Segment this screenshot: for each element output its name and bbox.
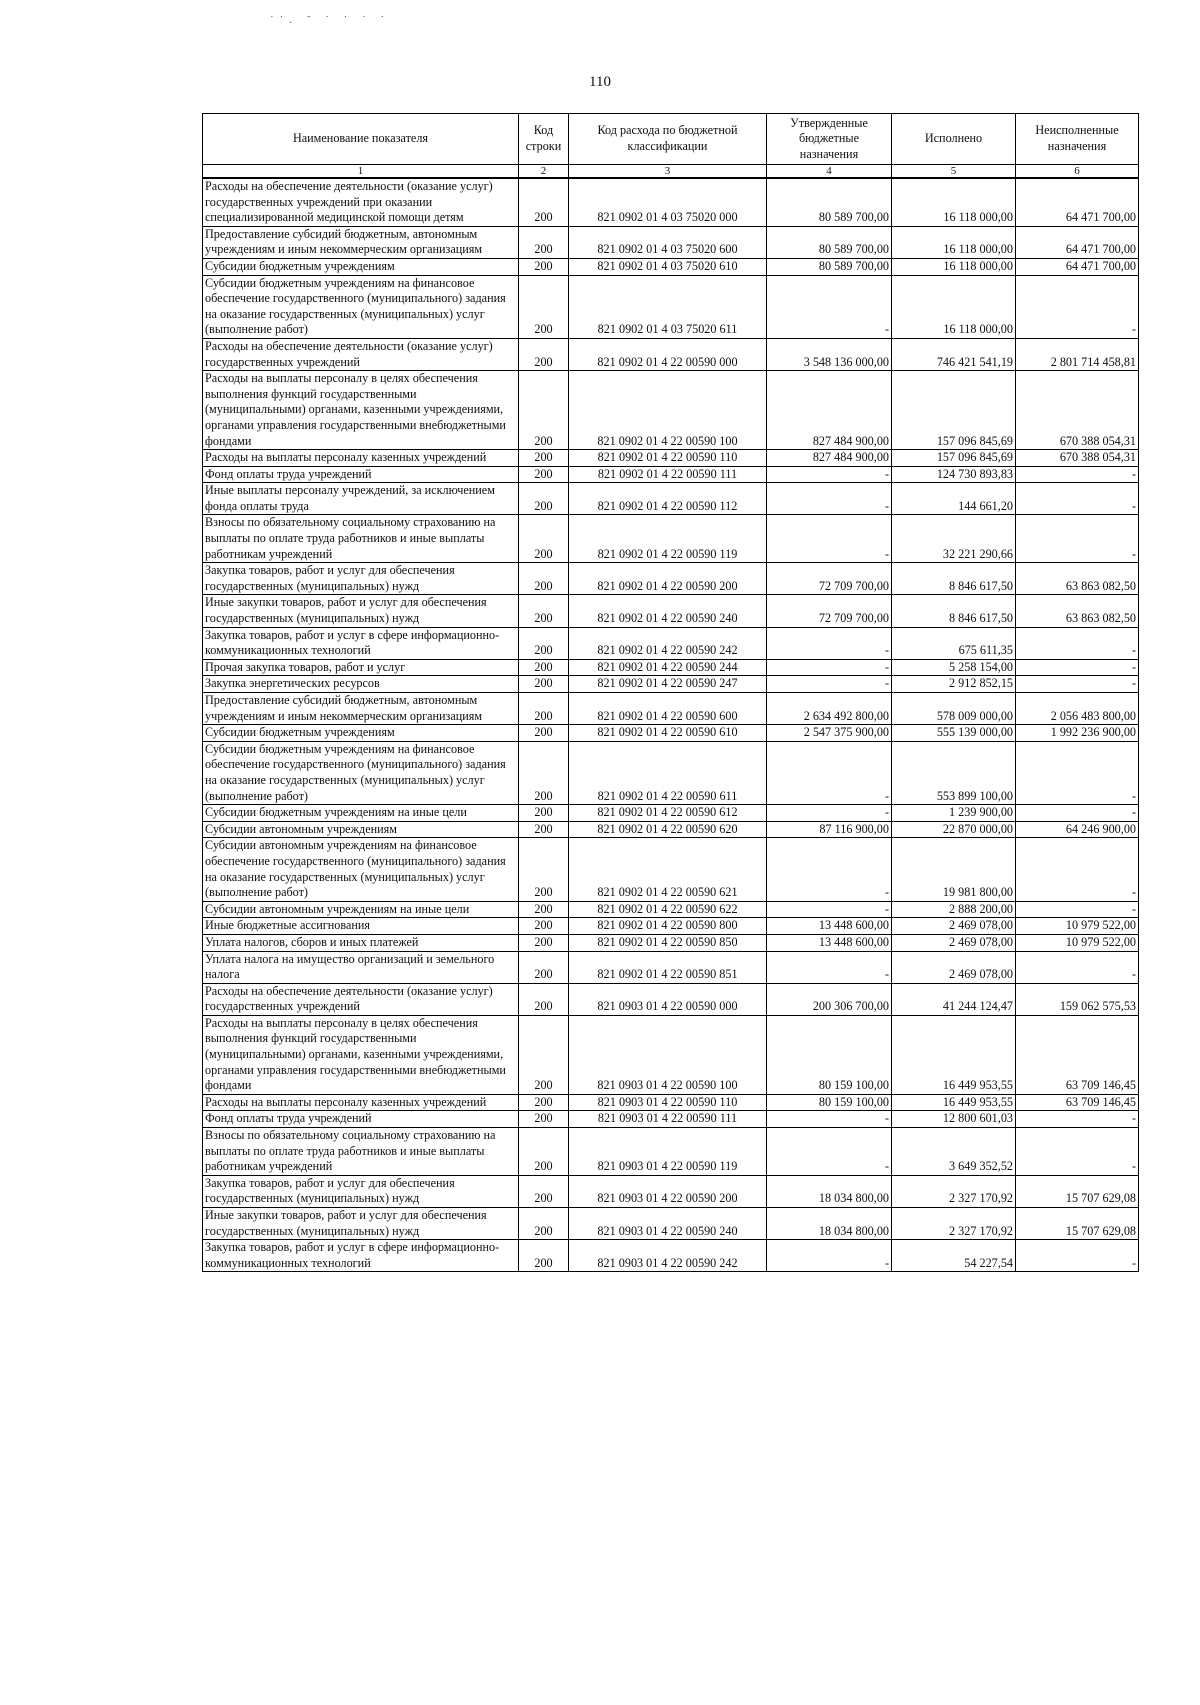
row-budget-code: 821 0902 01 4 22 00590 244 — [569, 659, 767, 676]
table-row — [203, 725, 1139, 742]
row-budget-code: 821 0902 01 4 22 00590 800 — [569, 918, 767, 935]
row-indicator-name: Предоставление субсидий бюджетным, автономным учреждениям и иным некоммерческим организациям — [203, 226, 519, 258]
row-executed-amount: 2 469 078,00 — [892, 951, 1016, 983]
row-line-code: 200 — [519, 627, 569, 659]
row-approved-amount: 80 589 700,00 — [767, 178, 892, 226]
row-unexecuted-amount: 2 801 714 458,81 — [1016, 338, 1139, 370]
row-approved-amount: 80 159 100,00 — [767, 1015, 892, 1094]
row-budget-code: 821 0902 01 4 22 00590 620 — [569, 821, 767, 838]
row-executed-amount: 553 899 100,00 — [892, 741, 1016, 804]
row-executed-amount: 555 139 000,00 — [892, 725, 1016, 742]
table-header-row — [203, 114, 1139, 165]
table-row — [203, 483, 1139, 515]
row-indicator-name: Расходы на обеспечение деятельности (оказание услуг) государственных учреждений — [203, 338, 519, 370]
row-budget-code: 821 0903 01 4 22 00590 111 — [569, 1111, 767, 1128]
row-approved-amount: - — [767, 275, 892, 338]
row-executed-amount: 22 870 000,00 — [892, 821, 1016, 838]
row-budget-code: 821 0902 01 4 22 00590 611 — [569, 741, 767, 804]
row-approved-amount: - — [767, 1240, 892, 1272]
row-indicator-name: Взносы по обязательному социальному страхованию на выплаты по оплате труда работников и иные выплаты работникам учреждений — [203, 515, 519, 563]
column-number: 1 — [203, 165, 519, 179]
row-unexecuted-amount: 10 979 522,00 — [1016, 918, 1139, 935]
row-unexecuted-amount: 670 388 054,31 — [1016, 371, 1139, 450]
row-unexecuted-amount: - — [1016, 838, 1139, 901]
row-indicator-name: Фонд оплаты труда учреждений — [203, 466, 519, 483]
row-budget-code: 821 0902 01 4 22 00590 242 — [569, 627, 767, 659]
row-approved-amount: - — [767, 627, 892, 659]
row-approved-amount: - — [767, 805, 892, 822]
table-row — [203, 258, 1139, 275]
row-line-code: 200 — [519, 693, 569, 725]
row-approved-amount: 827 484 900,00 — [767, 450, 892, 467]
row-indicator-name: Субсидии автономным учреждениям — [203, 821, 519, 838]
row-budget-code: 821 0902 01 4 22 00590 111 — [569, 466, 767, 483]
row-indicator-name: Расходы на обеспечение деятельности (оказание услуг) государственных учреждений при оказании специализированной медицинской помощи детям — [203, 178, 519, 226]
row-approved-amount: 18 034 800,00 — [767, 1208, 892, 1240]
row-unexecuted-amount: 10 979 522,00 — [1016, 934, 1139, 951]
table-row — [203, 1175, 1139, 1207]
row-executed-amount: 16 449 953,55 — [892, 1094, 1016, 1111]
row-approved-amount: - — [767, 741, 892, 804]
row-indicator-name: Уплата налога на имущество организаций и земельного налога — [203, 951, 519, 983]
table-row — [203, 951, 1139, 983]
row-executed-amount: 16 118 000,00 — [892, 226, 1016, 258]
row-unexecuted-amount: - — [1016, 466, 1139, 483]
table-row — [203, 1128, 1139, 1176]
row-line-code: 200 — [519, 1175, 569, 1207]
row-line-code: 200 — [519, 1240, 569, 1272]
table-row — [203, 627, 1139, 659]
row-line-code: 200 — [519, 901, 569, 918]
row-unexecuted-amount: - — [1016, 483, 1139, 515]
column-number: 2 — [519, 165, 569, 179]
row-unexecuted-amount: 64 471 700,00 — [1016, 226, 1139, 258]
table-row — [203, 1240, 1139, 1272]
row-line-code: 200 — [519, 1094, 569, 1111]
row-unexecuted-amount: - — [1016, 275, 1139, 338]
row-budget-code: 821 0902 01 4 03 75020 000 — [569, 178, 767, 226]
table-row — [203, 676, 1139, 693]
row-approved-amount: 80 589 700,00 — [767, 226, 892, 258]
row-budget-code: 821 0902 01 4 03 75020 610 — [569, 258, 767, 275]
row-line-code: 200 — [519, 676, 569, 693]
row-approved-amount: - — [767, 951, 892, 983]
row-budget-code: 821 0902 01 4 22 00590 247 — [569, 676, 767, 693]
row-line-code: 200 — [519, 178, 569, 226]
row-budget-code: 821 0903 01 4 22 00590 110 — [569, 1094, 767, 1111]
row-indicator-name: Расходы на выплаты персоналу казенных учреждений — [203, 450, 519, 467]
row-unexecuted-amount: 63 709 146,45 — [1016, 1094, 1139, 1111]
row-line-code: 200 — [519, 821, 569, 838]
row-indicator-name: Субсидии бюджетным учреждениям — [203, 725, 519, 742]
row-executed-amount: 5 258 154,00 — [892, 659, 1016, 676]
row-line-code: 200 — [519, 466, 569, 483]
row-indicator-name: Расходы на выплаты персоналу казенных учреждений — [203, 1094, 519, 1111]
row-line-code: 200 — [519, 226, 569, 258]
row-approved-amount: - — [767, 483, 892, 515]
row-budget-code: 821 0902 01 4 22 00590 850 — [569, 934, 767, 951]
row-line-code: 200 — [519, 258, 569, 275]
row-unexecuted-amount: 63 863 082,50 — [1016, 563, 1139, 595]
row-unexecuted-amount: 63 863 082,50 — [1016, 595, 1139, 627]
row-approved-amount: 200 306 700,00 — [767, 983, 892, 1015]
row-executed-amount: 124 730 893,83 — [892, 466, 1016, 483]
row-approved-amount: 80 589 700,00 — [767, 258, 892, 275]
row-indicator-name: Предоставление субсидий бюджетным, автономным учреждениям и иным некоммерческим организациям — [203, 693, 519, 725]
row-approved-amount: 3 548 136 000,00 — [767, 338, 892, 370]
row-approved-amount: - — [767, 1128, 892, 1176]
row-unexecuted-amount: 64 471 700,00 — [1016, 258, 1139, 275]
row-line-code: 200 — [519, 483, 569, 515]
row-approved-amount: - — [767, 838, 892, 901]
row-unexecuted-amount: - — [1016, 1240, 1139, 1272]
row-indicator-name: Иные закупки товаров, работ и услуг для обеспечения государственных (муниципальных) нужд — [203, 1208, 519, 1240]
row-unexecuted-amount: - — [1016, 741, 1139, 804]
row-line-code: 200 — [519, 741, 569, 804]
row-executed-amount: 8 846 617,50 — [892, 595, 1016, 627]
row-line-code: 200 — [519, 725, 569, 742]
row-executed-amount: 2 327 170,92 — [892, 1175, 1016, 1207]
scan-marks: ˙˙. ˜ ˙ ˙ ˙ ˙ — [270, 14, 391, 26]
row-executed-amount: 41 244 124,47 — [892, 983, 1016, 1015]
row-approved-amount: 18 034 800,00 — [767, 1175, 892, 1207]
row-line-code: 200 — [519, 338, 569, 370]
row-indicator-name: Иные выплаты персоналу учреждений, за исключением фонда оплаты труда — [203, 483, 519, 515]
row-executed-amount: 19 981 800,00 — [892, 838, 1016, 901]
row-unexecuted-amount: 15 707 629,08 — [1016, 1175, 1139, 1207]
row-indicator-name: Расходы на обеспечение деятельности (оказание услуг) государственных учреждений — [203, 983, 519, 1015]
row-budget-code: 821 0903 01 4 22 00590 200 — [569, 1175, 767, 1207]
row-unexecuted-amount: - — [1016, 901, 1139, 918]
table-row — [203, 821, 1139, 838]
row-approved-amount: 13 448 600,00 — [767, 918, 892, 935]
row-indicator-name: Закупка товаров, работ и услуг в сфере информационно-коммуникационных технологий — [203, 627, 519, 659]
row-line-code: 200 — [519, 805, 569, 822]
row-indicator-name: Субсидии автономным учреждениям на финансовое обеспечение государственного (муниципального) задания на оказание государственных (муниципальных) услуг (выполнение работ) — [203, 838, 519, 901]
row-budget-code: 821 0902 01 4 22 00590 851 — [569, 951, 767, 983]
row-executed-amount: 2 327 170,92 — [892, 1208, 1016, 1240]
row-line-code: 200 — [519, 563, 569, 595]
table-row — [203, 178, 1139, 226]
table-row — [203, 563, 1139, 595]
page-number: 110 — [589, 74, 611, 90]
row-line-code: 200 — [519, 659, 569, 676]
row-indicator-name: Взносы по обязательному социальному страхованию на выплаты по оплате труда работников и иные выплаты работникам учреждений — [203, 1128, 519, 1176]
row-budget-code: 821 0902 01 4 22 00590 622 — [569, 901, 767, 918]
row-executed-amount: 157 096 845,69 — [892, 371, 1016, 450]
row-approved-amount: 827 484 900,00 — [767, 371, 892, 450]
row-indicator-name: Субсидии бюджетным учреждениям — [203, 258, 519, 275]
row-budget-code: 821 0902 01 4 03 75020 611 — [569, 275, 767, 338]
column-number: 3 — [569, 165, 767, 179]
row-budget-code: 821 0903 01 4 22 00590 240 — [569, 1208, 767, 1240]
row-approved-amount: 13 448 600,00 — [767, 934, 892, 951]
row-budget-code: 821 0902 01 4 22 00590 100 — [569, 371, 767, 450]
row-executed-amount: 8 846 617,50 — [892, 563, 1016, 595]
row-unexecuted-amount: - — [1016, 951, 1139, 983]
row-executed-amount: 16 449 953,55 — [892, 1015, 1016, 1094]
row-executed-amount: 54 227,54 — [892, 1240, 1016, 1272]
table-row — [203, 693, 1139, 725]
table-row — [203, 934, 1139, 951]
row-executed-amount: 3 649 352,52 — [892, 1128, 1016, 1176]
row-approved-amount: - — [767, 659, 892, 676]
row-unexecuted-amount: 2 056 483 800,00 — [1016, 693, 1139, 725]
column-number: 6 — [1016, 165, 1139, 179]
row-indicator-name: Прочая закупка товаров, работ и услуг — [203, 659, 519, 676]
row-line-code: 200 — [519, 1015, 569, 1094]
header-executed: Исполнено — [892, 114, 1016, 165]
row-indicator-name: Фонд оплаты труда учреждений — [203, 1111, 519, 1128]
row-budget-code: 821 0903 01 4 22 00590 000 — [569, 983, 767, 1015]
header-unexecuted: Неисполненные назначения — [1016, 114, 1139, 165]
row-unexecuted-amount: - — [1016, 676, 1139, 693]
row-executed-amount: 2 912 852,15 — [892, 676, 1016, 693]
table-row — [203, 1111, 1139, 1128]
row-unexecuted-amount: 64 471 700,00 — [1016, 178, 1139, 226]
table-row — [203, 983, 1139, 1015]
row-indicator-name: Иные бюджетные ассигнования — [203, 918, 519, 935]
row-budget-code: 821 0902 01 4 22 00590 600 — [569, 693, 767, 725]
row-approved-amount: 80 159 100,00 — [767, 1094, 892, 1111]
row-line-code: 200 — [519, 983, 569, 1015]
row-indicator-name: Расходы на выплаты персоналу в целях обеспечения выполнения функций государственными (муниципальными) органами, казенными учреждениями, органами управления государственными внебюджетными фондами — [203, 1015, 519, 1094]
row-executed-amount: 157 096 845,69 — [892, 450, 1016, 467]
row-indicator-name: Субсидии бюджетным учреждениям на иные цели — [203, 805, 519, 822]
row-line-code: 200 — [519, 371, 569, 450]
row-indicator-name: Закупка товаров, работ и услуг для обеспечения государственных (муниципальных) нужд — [203, 563, 519, 595]
row-approved-amount: 87 116 900,00 — [767, 821, 892, 838]
row-unexecuted-amount: 15 707 629,08 — [1016, 1208, 1139, 1240]
row-approved-amount: - — [767, 466, 892, 483]
row-line-code: 200 — [519, 450, 569, 467]
row-unexecuted-amount: 159 062 575,53 — [1016, 983, 1139, 1015]
row-budget-code: 821 0902 01 4 22 00590 000 — [569, 338, 767, 370]
row-executed-amount: 746 421 541,19 — [892, 338, 1016, 370]
row-approved-amount: - — [767, 676, 892, 693]
row-unexecuted-amount: 670 388 054,31 — [1016, 450, 1139, 467]
table-row — [203, 918, 1139, 935]
row-approved-amount: - — [767, 1111, 892, 1128]
row-unexecuted-amount: - — [1016, 1111, 1139, 1128]
row-unexecuted-amount: - — [1016, 805, 1139, 822]
header-approved: Утвержденные бюджетные назначения — [767, 114, 892, 165]
row-executed-amount: 578 009 000,00 — [892, 693, 1016, 725]
table-row — [203, 450, 1139, 467]
row-unexecuted-amount: 1 992 236 900,00 — [1016, 725, 1139, 742]
row-indicator-name: Закупка товаров, работ и услуг в сфере информационно-коммуникационных технологий — [203, 1240, 519, 1272]
table-row — [203, 838, 1139, 901]
table-row — [203, 595, 1139, 627]
row-indicator-name: Иные закупки товаров, работ и услуг для обеспечения государственных (муниципальных) нужд — [203, 595, 519, 627]
table-row — [203, 659, 1139, 676]
row-approved-amount: 72 709 700,00 — [767, 563, 892, 595]
row-indicator-name: Субсидии бюджетным учреждениям на финансовое обеспечение государственного (муниципального) задания на оказание государственных (муниципальных) услуг (выполнение работ) — [203, 741, 519, 804]
row-budget-code: 821 0902 01 4 22 00590 610 — [569, 725, 767, 742]
column-number: 4 — [767, 165, 892, 179]
column-number-row — [203, 165, 1139, 179]
row-budget-code: 821 0902 01 4 22 00590 112 — [569, 483, 767, 515]
row-indicator-name: Субсидии бюджетным учреждениям на финансовое обеспечение государственного (муниципального) задания на оказание государственных (муниципальных) услуг (выполнение работ) — [203, 275, 519, 338]
table-row — [203, 741, 1139, 804]
row-unexecuted-amount: 64 246 900,00 — [1016, 821, 1139, 838]
row-executed-amount: 16 118 000,00 — [892, 178, 1016, 226]
row-executed-amount: 675 611,35 — [892, 627, 1016, 659]
row-indicator-name: Субсидии автономным учреждениям на иные цели — [203, 901, 519, 918]
table-row — [203, 371, 1139, 450]
row-executed-amount: 16 118 000,00 — [892, 275, 1016, 338]
row-executed-amount: 1 239 900,00 — [892, 805, 1016, 822]
header-line-code: Код строки — [519, 114, 569, 165]
row-line-code: 200 — [519, 595, 569, 627]
row-approved-amount: 2 634 492 800,00 — [767, 693, 892, 725]
row-budget-code: 821 0903 01 4 22 00590 242 — [569, 1240, 767, 1272]
row-line-code: 200 — [519, 515, 569, 563]
row-line-code: 200 — [519, 1208, 569, 1240]
table-row — [203, 805, 1139, 822]
header-indicator-name: Наименование показателя — [203, 114, 519, 165]
row-approved-amount: - — [767, 901, 892, 918]
table-row — [203, 275, 1139, 338]
row-line-code: 200 — [519, 1111, 569, 1128]
row-approved-amount: - — [767, 515, 892, 563]
row-line-code: 200 — [519, 275, 569, 338]
row-executed-amount: 2 469 078,00 — [892, 918, 1016, 935]
table-row — [203, 515, 1139, 563]
row-line-code: 200 — [519, 838, 569, 901]
row-unexecuted-amount: - — [1016, 659, 1139, 676]
budget-execution-table — [202, 113, 1139, 1272]
table-row — [203, 1094, 1139, 1111]
row-executed-amount: 12 800 601,03 — [892, 1111, 1016, 1128]
column-number: 5 — [892, 165, 1016, 179]
row-approved-amount: 72 709 700,00 — [767, 595, 892, 627]
row-indicator-name: Расходы на выплаты персоналу в целях обеспечения выполнения функций государственными (муниципальными) органами, казенными учреждениями, органами управления государственными внебюджетными фондами — [203, 371, 519, 450]
row-approved-amount: 2 547 375 900,00 — [767, 725, 892, 742]
table-body — [203, 178, 1139, 1272]
row-executed-amount: 16 118 000,00 — [892, 258, 1016, 275]
row-executed-amount: 2 888 200,00 — [892, 901, 1016, 918]
row-budget-code: 821 0903 01 4 22 00590 119 — [569, 1128, 767, 1176]
table-row — [203, 1208, 1139, 1240]
row-budget-code: 821 0902 01 4 22 00590 240 — [569, 595, 767, 627]
row-executed-amount: 2 469 078,00 — [892, 934, 1016, 951]
row-budget-code: 821 0902 01 4 03 75020 600 — [569, 226, 767, 258]
table-row — [203, 338, 1139, 370]
row-unexecuted-amount: - — [1016, 1128, 1139, 1176]
row-budget-code: 821 0902 01 4 22 00590 110 — [569, 450, 767, 467]
row-indicator-name: Закупка энергетических ресурсов — [203, 676, 519, 693]
row-line-code: 200 — [519, 934, 569, 951]
row-indicator-name: Уплата налогов, сборов и иных платежей — [203, 934, 519, 951]
row-executed-amount: 32 221 290,66 — [892, 515, 1016, 563]
row-executed-amount: 144 661,20 — [892, 483, 1016, 515]
row-budget-code: 821 0902 01 4 22 00590 621 — [569, 838, 767, 901]
row-line-code: 200 — [519, 951, 569, 983]
row-budget-code: 821 0902 01 4 22 00590 200 — [569, 563, 767, 595]
table-row — [203, 901, 1139, 918]
row-indicator-name: Закупка товаров, работ и услуг для обеспечения государственных (муниципальных) нужд — [203, 1175, 519, 1207]
table-row — [203, 1015, 1139, 1094]
row-budget-code: 821 0902 01 4 22 00590 119 — [569, 515, 767, 563]
row-line-code: 200 — [519, 918, 569, 935]
table-row — [203, 226, 1139, 258]
row-unexecuted-amount: 63 709 146,45 — [1016, 1015, 1139, 1094]
row-budget-code: 821 0902 01 4 22 00590 612 — [569, 805, 767, 822]
row-unexecuted-amount: - — [1016, 515, 1139, 563]
table-row — [203, 466, 1139, 483]
header-budget-code: Код расхода по бюджетной классификации — [569, 114, 767, 165]
row-budget-code: 821 0903 01 4 22 00590 100 — [569, 1015, 767, 1094]
row-unexecuted-amount: - — [1016, 627, 1139, 659]
row-line-code: 200 — [519, 1128, 569, 1176]
